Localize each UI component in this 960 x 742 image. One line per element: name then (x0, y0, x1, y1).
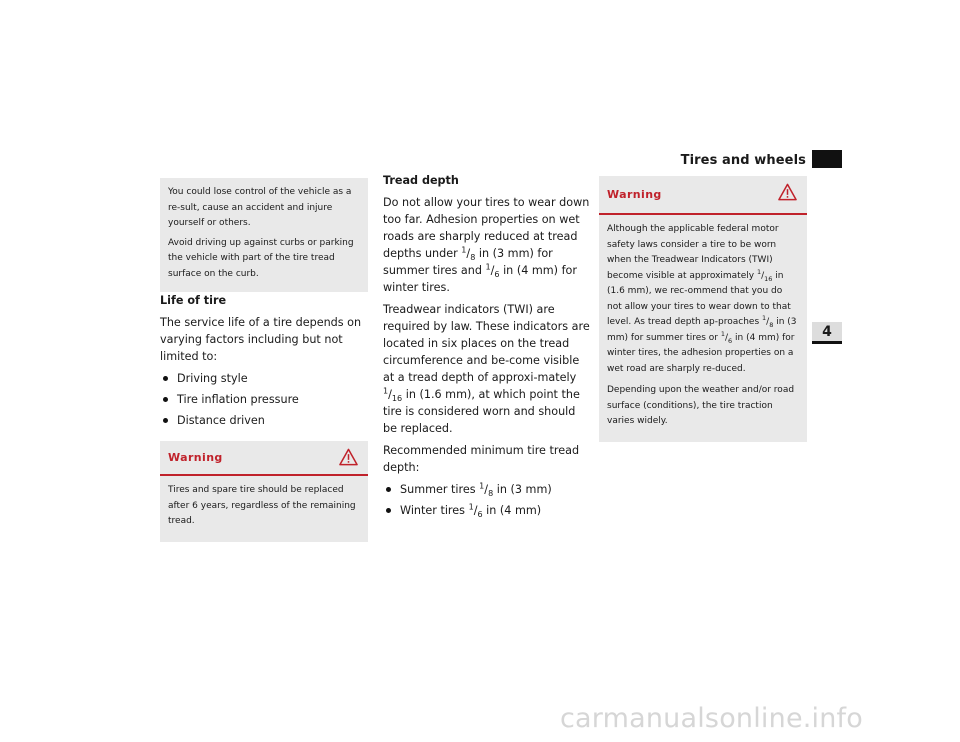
fraction: $^1/_8$ (762, 314, 774, 329)
warning-header (599, 176, 807, 215)
caution-text-2: Avoid driving up against curbs or parking the vehicle with part of the tire tread surface on the curb. (168, 237, 354, 279)
page-header-title: Tires and wheels (680, 153, 806, 168)
list-item: Driving style (160, 370, 368, 387)
life-of-tire-heading: Life of tire (160, 294, 227, 307)
column-1 (160, 178, 368, 542)
warning-header (160, 441, 368, 476)
list-item: Tire inflation pressure (160, 391, 368, 408)
column-2 (383, 172, 591, 523)
min-tread-depth-list (383, 481, 591, 519)
warning-text: Tires and spare tire should be replaced after 6 years, regardless of the remaining tread. (168, 485, 356, 526)
column-3 (599, 176, 807, 442)
tread-depth-paragraph-3: Recommended minimum tire tread depth: (383, 444, 580, 474)
fraction: $^1/_6$ (468, 502, 483, 520)
caution-text-1: You could lose control of the vehicle as a re-sult, cause an accident and injure yourself or others. (168, 187, 352, 228)
life-factors-list (160, 370, 368, 429)
chapter-tab[interactable]: 4 (812, 322, 842, 344)
list-item: Distance driven (160, 412, 368, 429)
warning-box-treadwear (599, 176, 807, 442)
warning-box-tire-age (160, 441, 368, 542)
fraction: $^1/_{16}$ (756, 267, 773, 283)
tread-depth-paragraph-1: Do not allow your tires to wear down too far. Adhesion properties on wet roads are sharply reduced at tread depths under $^1/_8$ in (3 mm) for summer tires and $^1/_6$ in (4 mm) for winter tires. (383, 196, 590, 294)
warning-title: Warning (607, 188, 662, 201)
warning-title: Warning (168, 451, 223, 464)
fraction: $^1/_8$ (479, 481, 494, 499)
list-item: Summer tires $^1/_8$ in (3 mm) (383, 481, 591, 498)
fraction: $^1/_{16}$ (383, 386, 403, 404)
warning-triangle-icon (339, 448, 358, 466)
watermark-text: carmanualsonline.info (560, 703, 863, 734)
list-item: Winter tires $^1/_6$ in (4 mm) (383, 502, 591, 519)
life-of-tire-text: The service life of a tire depends on varying factors including but not limited to: (160, 316, 362, 363)
warning-text-2: Depending upon the weather and/or road surface (conditions), the tire traction varies widely. (607, 385, 795, 426)
fraction: $^1/_8$ (461, 245, 476, 263)
header-marker-box (812, 150, 842, 168)
tread-depth-paragraph-2: Treadwear indicators (TWI) are required by law. These indicators are located in six places on the tread circumference and be-come visible at a tread depth of approxi-mately $^1/_{16}$ in (1.6 mm), at which point the tire is considered worn and should be replaced. (383, 303, 590, 435)
warning-triangle-icon (778, 183, 797, 201)
fraction: $^1/_6$ (485, 262, 500, 280)
caution-note (160, 178, 368, 292)
fraction: $^1/_6$ (720, 329, 733, 345)
warning-text-1: Although the applicable federal motor safety laws consider a tire to be worn when the Treadwear Indicators (TWI) become visible at approximately $^1/_{16}$ in (1.6 mm), we rec-ommend that you do not allow your tires to wear down to that level. As tread depth ap-proaches $^1/_8$ in (3 mm) for summer tires or $^1/_6$ in (4 mm) for winter tires, the adhesion properties on a wet road are sharply re-duced. (607, 224, 797, 374)
tread-depth-heading: Tread depth (383, 174, 459, 187)
